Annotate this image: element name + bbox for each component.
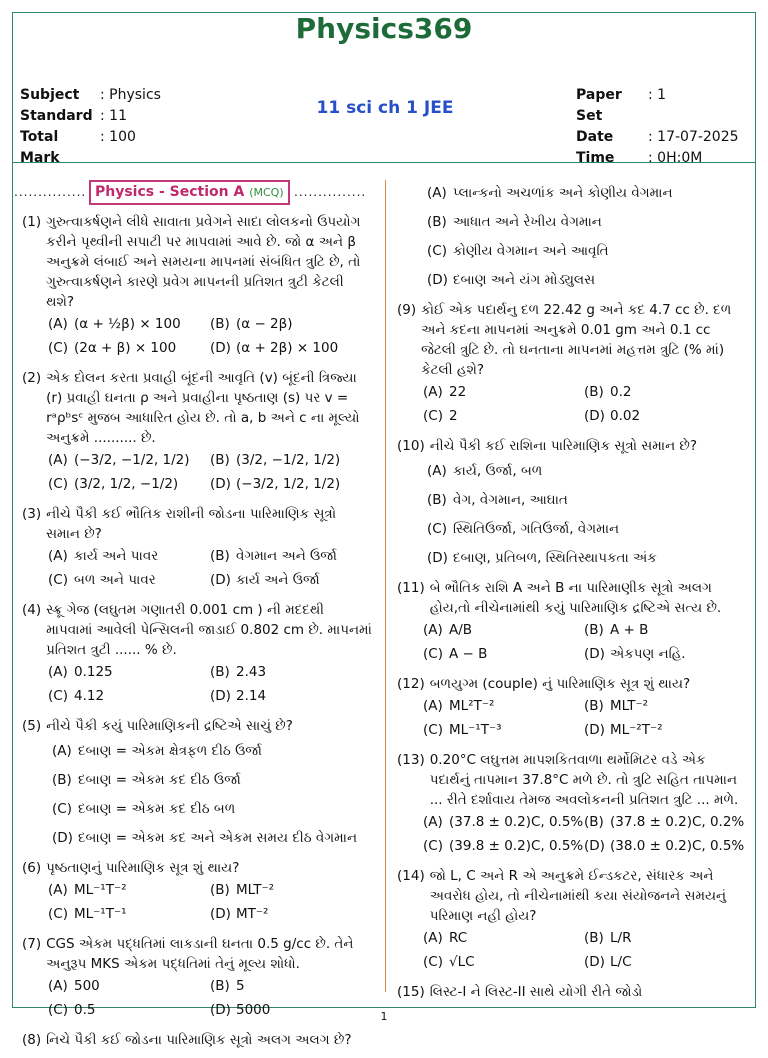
question-number: (11) bbox=[397, 580, 425, 596]
option-label: (B) bbox=[210, 882, 230, 898]
question-stem bbox=[22, 212, 372, 312]
option-label: (C) bbox=[427, 521, 447, 537]
question-text: CGS એકમ પદ્ધતિમાં લાકડાની ઘનતા 0.5 g/cc છે. તેને અનુરૂપ MKS એકમ પદ્ધતિમાં તેનું મૂલ્ય શોધો. bbox=[46, 936, 354, 972]
option bbox=[210, 474, 372, 494]
option-text: MLT⁻² bbox=[236, 882, 275, 898]
question-stem bbox=[397, 436, 745, 456]
question-number: (13) bbox=[397, 752, 425, 768]
option-label: (A) bbox=[48, 978, 68, 994]
option-label: (D) bbox=[210, 1002, 231, 1018]
option-text: (39.8 ± 0.2)C, 0.5% bbox=[449, 838, 584, 854]
option-label: (D) bbox=[584, 722, 605, 738]
option-label: (C) bbox=[48, 906, 68, 922]
page-number: 1 bbox=[380, 1010, 388, 1023]
option-list bbox=[22, 660, 372, 708]
option bbox=[584, 836, 745, 856]
option-text: ML⁻¹T⁻³ bbox=[449, 722, 502, 738]
meta-right bbox=[576, 85, 739, 169]
option bbox=[52, 799, 372, 819]
date-label: Date bbox=[576, 129, 614, 145]
section-title: Physics - Section A bbox=[95, 184, 245, 200]
option-text: કોણીય વેગમાન અને આવૃતિ bbox=[453, 243, 609, 259]
option-label: (D) bbox=[210, 572, 231, 588]
option-label: (D) bbox=[210, 476, 231, 492]
right-questions bbox=[397, 181, 745, 1002]
option-text: 0.125 bbox=[74, 664, 113, 680]
standard-value: : 11 bbox=[100, 108, 127, 124]
section-tag: (MCQ) bbox=[249, 186, 284, 199]
option bbox=[423, 836, 584, 856]
option-label: (A) bbox=[48, 316, 68, 332]
option bbox=[584, 620, 745, 640]
option-label: (D) bbox=[210, 906, 231, 922]
option-label: (B) bbox=[52, 772, 72, 788]
option-text: એકપણ નહિ. bbox=[610, 646, 686, 662]
question bbox=[397, 674, 745, 742]
option-label: (A) bbox=[427, 185, 447, 201]
option-text: MLT⁻² bbox=[610, 698, 649, 714]
option-label: (B) bbox=[584, 384, 604, 400]
question-number: (6) bbox=[22, 860, 42, 876]
option-text: 22 bbox=[449, 384, 467, 400]
option bbox=[48, 880, 210, 900]
question-number: (8) bbox=[22, 1032, 42, 1048]
option bbox=[427, 183, 745, 203]
paper-title: 11 sci ch 1 JEE bbox=[316, 98, 454, 118]
question-number: (3) bbox=[22, 506, 42, 522]
option-text: A/B bbox=[449, 622, 473, 638]
question-text: નીચે પૈકી કઈ ભૌતિક રાશીની જોડના પારિમાણિક સૂત્રો સમાન છે? bbox=[46, 506, 337, 542]
question-stem bbox=[22, 1030, 372, 1050]
option bbox=[210, 546, 372, 566]
option-text: (3/2, 1/2, −1/2) bbox=[74, 476, 179, 492]
question bbox=[397, 300, 745, 428]
option bbox=[48, 546, 210, 566]
option-label: (A) bbox=[423, 384, 443, 400]
question-number: (9) bbox=[397, 302, 417, 318]
option bbox=[427, 212, 745, 232]
question-number: (12) bbox=[397, 676, 425, 692]
brand-title: Physics369 bbox=[295, 12, 473, 45]
option-text: 0.2 bbox=[610, 384, 632, 400]
option-text: દબાણ અને યંગ મોડ્યુલસ bbox=[453, 272, 596, 288]
date-value: : 17-07-2025 bbox=[648, 129, 739, 145]
option-label: (D) bbox=[52, 830, 73, 846]
option-label: (B) bbox=[210, 664, 230, 680]
question bbox=[22, 934, 372, 1022]
option-text: (−3/2, 1/2, 1/2) bbox=[236, 476, 341, 492]
option-label: (B) bbox=[584, 930, 604, 946]
option-list bbox=[397, 181, 745, 292]
option-list bbox=[397, 694, 745, 742]
question-text: નીચે પૈકી કયું પારિમાણિકની દ્રષ્ટિએ સાચું છે? bbox=[46, 718, 293, 734]
option-label: (C) bbox=[52, 801, 72, 817]
paperset-value: : 1 bbox=[648, 87, 667, 103]
option-text: RC bbox=[449, 930, 468, 946]
option-label: (C) bbox=[48, 340, 68, 356]
option-label: (A) bbox=[48, 452, 68, 468]
section-dots-right: ............... bbox=[294, 185, 367, 199]
option-label: (C) bbox=[423, 646, 443, 662]
option-label: (D) bbox=[210, 340, 231, 356]
option-label: (A) bbox=[423, 622, 443, 638]
question-stem bbox=[397, 750, 745, 810]
option-text: MT⁻² bbox=[236, 906, 269, 922]
option bbox=[210, 662, 372, 682]
question-number: (4) bbox=[22, 602, 42, 618]
option bbox=[423, 644, 584, 664]
option-label: (B) bbox=[584, 622, 604, 638]
question bbox=[22, 1030, 372, 1050]
option-text: વેગમાન અને ઉર્જા bbox=[236, 548, 337, 564]
option-text: દબાણ = એકમ કદ દીઠ બળ bbox=[78, 801, 236, 817]
time-value: : 0H:0M bbox=[648, 150, 703, 166]
question bbox=[22, 212, 372, 360]
paperset-label: Paper Set bbox=[576, 87, 622, 124]
option bbox=[48, 314, 210, 334]
option bbox=[52, 741, 372, 761]
left-questions bbox=[22, 212, 372, 1050]
option bbox=[584, 928, 745, 948]
option-text: 2.14 bbox=[236, 688, 267, 704]
option bbox=[48, 450, 210, 470]
option-label: (D) bbox=[427, 550, 448, 566]
option bbox=[427, 548, 745, 568]
option-text: પ્લાન્કનો અચળાંક અને કોણીય વેગમાન bbox=[453, 185, 673, 201]
question-stem bbox=[397, 674, 745, 694]
question-text: બળયુગ્મ (couple) નું પારિમાણિક સૂત્ર શું થાય? bbox=[429, 676, 691, 692]
option-text: સ્થિતિઉર્જા, ગતિઉર્જા, વેગમાન bbox=[453, 521, 620, 537]
option-list bbox=[397, 380, 745, 428]
option-label: (A) bbox=[423, 814, 443, 830]
question bbox=[22, 368, 372, 496]
option-text: દબાણ = એકમ કદ અને એકમ સમય દીઠ વેગમાન bbox=[78, 830, 358, 846]
option-text: 4.12 bbox=[74, 688, 105, 704]
option-label: (C) bbox=[48, 688, 68, 704]
option-list bbox=[22, 312, 372, 360]
option-label: (D) bbox=[584, 954, 605, 970]
option-list bbox=[397, 810, 745, 858]
question bbox=[397, 578, 745, 666]
option bbox=[48, 474, 210, 494]
option bbox=[423, 812, 584, 832]
option-list bbox=[22, 544, 372, 592]
option-list bbox=[22, 878, 372, 926]
option bbox=[584, 644, 745, 664]
question-stem bbox=[22, 368, 372, 448]
option bbox=[423, 620, 584, 640]
option bbox=[423, 952, 584, 972]
question-text: લિસ્ટ-I ને લિસ્ટ-II સાથે યોગી રીતે જોડો bbox=[429, 984, 643, 1000]
column-divider bbox=[385, 180, 386, 992]
option-text: A − B bbox=[449, 646, 488, 662]
option-list bbox=[397, 926, 745, 974]
header-divider bbox=[12, 162, 756, 163]
option-label: (D) bbox=[210, 688, 231, 704]
option bbox=[210, 880, 372, 900]
question-number: (7) bbox=[22, 936, 42, 952]
question-stem bbox=[397, 982, 745, 1002]
option bbox=[584, 812, 745, 832]
option-label: (B) bbox=[584, 814, 604, 830]
option-label: (C) bbox=[48, 1002, 68, 1018]
option bbox=[210, 976, 372, 996]
question bbox=[22, 716, 372, 850]
option-text: દબાણ = એકમ કદ દીઠ ઉર્જા bbox=[78, 772, 241, 788]
option-label: (C) bbox=[423, 838, 443, 854]
subject-value: : Physics bbox=[100, 87, 161, 103]
option-text: (α + 2β) × 100 bbox=[236, 340, 339, 356]
option-label: (A) bbox=[48, 882, 68, 898]
option bbox=[52, 828, 372, 848]
option-text: √LC bbox=[449, 954, 475, 970]
option bbox=[210, 338, 372, 358]
option-text: 0.02 bbox=[610, 408, 641, 424]
option-text: 5 bbox=[236, 978, 245, 994]
option bbox=[210, 904, 372, 924]
option-list bbox=[22, 448, 372, 496]
option bbox=[210, 314, 372, 334]
option bbox=[48, 976, 210, 996]
question bbox=[22, 600, 372, 708]
question bbox=[397, 436, 745, 570]
subject-label: Subject bbox=[20, 87, 80, 103]
option-list bbox=[22, 739, 372, 850]
option-text: (2α + β) × 100 bbox=[74, 340, 177, 356]
option-text: બળ અને પાવર bbox=[74, 572, 156, 588]
option-text: A + B bbox=[610, 622, 649, 638]
option-label: (C) bbox=[48, 572, 68, 588]
option bbox=[423, 406, 584, 426]
option-label: (C) bbox=[423, 722, 443, 738]
question-stem bbox=[22, 600, 372, 660]
option-text: કાર્ય અને ઉર્જા bbox=[236, 572, 320, 588]
option bbox=[584, 696, 745, 716]
question-text: સ્ક્રૂ ગેજ (લઘુતમ ગણાતરી 0.001 cm ) ની મદદથી માપવામાં આવેલી પેન્સિલની જાડાઈ 0.802 cm છે. માપનમાં પ્રતિશત ત્રુટી ...... % છે. bbox=[46, 602, 372, 658]
option-label: (C) bbox=[423, 954, 443, 970]
option-label: (B) bbox=[210, 452, 230, 468]
option-text: L/R bbox=[610, 930, 632, 946]
question-text: બે ભૌતિક રાશિ A અને B ના પારિમાણીક સૂત્રો અલગ હોય,તો નીચેનામાંથી કયું પારિમાણિક દ્રષ્ટિએ સત્ય છે. bbox=[429, 580, 722, 616]
option-text: (α + ½β) × 100 bbox=[74, 316, 181, 332]
right-column bbox=[397, 178, 745, 1010]
option-text: કાર્ય અને પાવર bbox=[74, 548, 159, 564]
question-stem bbox=[22, 858, 372, 878]
question bbox=[397, 982, 745, 1002]
option-label: (B) bbox=[210, 316, 230, 332]
option bbox=[584, 382, 745, 402]
option bbox=[210, 686, 372, 706]
option-text: દબાણ, પ્રતિબળ, સ્થિતિસ્થાપકતા અંક bbox=[453, 550, 657, 566]
question bbox=[22, 858, 372, 926]
option-label: (B) bbox=[210, 978, 230, 994]
total-value: : 100 bbox=[100, 129, 136, 145]
option-text: ML⁻²T⁻² bbox=[610, 722, 663, 738]
option bbox=[210, 450, 372, 470]
section-heading bbox=[14, 178, 372, 204]
option bbox=[427, 490, 745, 510]
standard-label: Standard bbox=[20, 108, 93, 124]
option bbox=[584, 952, 745, 972]
section-dots-left: ............... bbox=[14, 185, 87, 199]
question-text: નિચે પૈકી કઈ જોડના પારિમાણિક સૂત્રો અલગ અલગ છે? bbox=[46, 1032, 352, 1048]
option-label: (D) bbox=[427, 272, 448, 288]
meta-left bbox=[20, 85, 161, 169]
option-label: (A) bbox=[427, 463, 447, 479]
question-text: ગુરુત્વાકર્ષણને લીધે સાવાતા પ્રવેગને સાદા લોલકનો ઉપયોગ કરીને પૃથ્વીની સપાટી પર માપવામાં આવે છે. જો α અને β અનુક્રમે લંબાઈ અને સમયના માપનમાં સંબંધિત ત્રુટિ છે, તો ગુરુત્વાકર્ષણને કારણે પ્રવેગ માપનની પ્રતિશત ત્રુટી કેટલી થશે? bbox=[46, 214, 361, 310]
option-label: (A) bbox=[48, 664, 68, 680]
option-text: 5000 bbox=[236, 1002, 271, 1018]
question-number: (1) bbox=[22, 214, 42, 230]
option-text: કાર્ય, ઉર્જા, બળ bbox=[453, 463, 543, 479]
question bbox=[397, 181, 745, 292]
option bbox=[423, 382, 584, 402]
option bbox=[427, 270, 745, 290]
option bbox=[48, 570, 210, 590]
question-text: જો L, C અને R એ અનુક્રમે ઈન્ડકટર, સંધારક અને અવરોધ હોય, તો નીચેનામાંથી કયા સંયોજનને સમયનું પરિમાણ નહી હોય? bbox=[429, 868, 727, 924]
option-text: આધાત અને રેખીય વેગમાન bbox=[453, 214, 602, 230]
option-label: (B) bbox=[584, 698, 604, 714]
question-text: પૃષ્ઠતાણનું પારિમાણિક સૂત્ર શું થાય? bbox=[46, 860, 240, 876]
option bbox=[423, 928, 584, 948]
option bbox=[427, 519, 745, 539]
option-label: (B) bbox=[427, 492, 447, 508]
option-text: (−3/2, −1/2, 1/2) bbox=[74, 452, 190, 468]
question-number: (5) bbox=[22, 718, 42, 734]
question-stem bbox=[397, 578, 745, 618]
option-label: (C) bbox=[427, 243, 447, 259]
option-label: (A) bbox=[423, 930, 443, 946]
question bbox=[397, 750, 745, 858]
left-column bbox=[14, 178, 372, 1058]
option-text: 2 bbox=[449, 408, 458, 424]
option-text: ML²T⁻² bbox=[449, 698, 495, 714]
option-label: (A) bbox=[423, 698, 443, 714]
question-number: (10) bbox=[397, 438, 425, 454]
option-text: ML⁻¹T⁻¹ bbox=[74, 906, 127, 922]
option-text: (37.8 ± 0.2)C, 0.5% bbox=[449, 814, 584, 830]
question-text: એક દોલન કરતા પ્રવાહી બૂંદની આવૃતિ (v) બૂંદની ત્રિજ્યા (r) પ્રવાહી ઘનતા ρ અને પ્રવાહીના પૃષ્ઠતાણ (s) પર v = rᵃρᵇsᶜ મુજબ આધારિત હોય છે. તો a, b અને c ના મૂલ્યો અનુક્રમે .......... છે. bbox=[46, 370, 360, 446]
option-text: વેગ, વેગમાન, આઘાત bbox=[453, 492, 568, 508]
question-stem bbox=[22, 716, 372, 736]
question-number: (14) bbox=[397, 868, 425, 884]
question-text: કોઈ એક પદાર્થનુ દળ 22.42 g અને કદ 4.7 cc છે. દળ અને કદના માપનમાં અનુક્રમે 0.01 gm અને 0.1 cc જેટલી ત્રુટિ છે. તો ઘનતાના માપનમાં મહત્તમ ત્રુટિ (% માં) કેટલી હશે? bbox=[421, 302, 732, 378]
question-text: નીચે પૈકી કઈ રાશિના પારિમાણિક સૂત્રો સમાન છે? bbox=[429, 438, 698, 454]
question-text: 0.20°C લઘુત્તમ માપશકિતવાળા થર્મોમિટર વડે એક પદાર્થનું તાપમાન 37.8°C મળે છે. તો ત્રુટિ સહિત તાપમાન ... રીતે દર્શાવાય તેમજ અવલોકનની પ્રતિશત ત્રુટિ ... મળે. bbox=[429, 752, 739, 808]
option bbox=[48, 338, 210, 358]
question-number: (15) bbox=[397, 984, 425, 1000]
option bbox=[210, 570, 372, 590]
question-stem bbox=[397, 866, 745, 926]
option bbox=[584, 406, 745, 426]
option-label: (C) bbox=[423, 408, 443, 424]
option bbox=[427, 241, 745, 261]
option-list bbox=[397, 618, 745, 666]
time-label: Time bbox=[576, 150, 615, 166]
option bbox=[52, 770, 372, 790]
option bbox=[427, 461, 745, 481]
option-label: (A) bbox=[48, 548, 68, 564]
option bbox=[48, 662, 210, 682]
option-text: L/C bbox=[610, 954, 632, 970]
question bbox=[397, 866, 745, 974]
option-label: (B) bbox=[427, 214, 447, 230]
question-stem bbox=[397, 300, 745, 380]
option-text: (37.8 ± 0.2)C, 0.2% bbox=[610, 814, 745, 830]
question bbox=[22, 504, 372, 592]
option-label: (A) bbox=[52, 743, 72, 759]
option-label: (D) bbox=[584, 408, 605, 424]
option bbox=[48, 904, 210, 924]
option-text: (38.0 ± 0.2)C, 0.5% bbox=[610, 838, 745, 854]
option bbox=[48, 686, 210, 706]
option-text: દબાણ = એકમ ક્ષેત્રફળ દીઠ ઉર્જા bbox=[78, 743, 262, 759]
option-list bbox=[397, 459, 745, 570]
option bbox=[423, 720, 584, 740]
option-label: (D) bbox=[584, 646, 605, 662]
option-text: (3/2, −1/2, 1/2) bbox=[236, 452, 341, 468]
option-text: 0.5 bbox=[74, 1002, 96, 1018]
option bbox=[584, 720, 745, 740]
option-label: (D) bbox=[584, 838, 605, 854]
option-text: 500 bbox=[74, 978, 100, 994]
option bbox=[423, 696, 584, 716]
option-text: (α − 2β) bbox=[236, 316, 293, 332]
option-text: 2.43 bbox=[236, 664, 267, 680]
question-stem bbox=[22, 934, 372, 974]
option-label: (C) bbox=[48, 476, 68, 492]
section-title-box bbox=[89, 180, 290, 205]
total-label: Total Mark bbox=[20, 129, 60, 166]
question-number: (2) bbox=[22, 370, 42, 386]
option-text: ML⁻¹T⁻² bbox=[74, 882, 127, 898]
question-stem bbox=[22, 504, 372, 544]
option-label: (B) bbox=[210, 548, 230, 564]
